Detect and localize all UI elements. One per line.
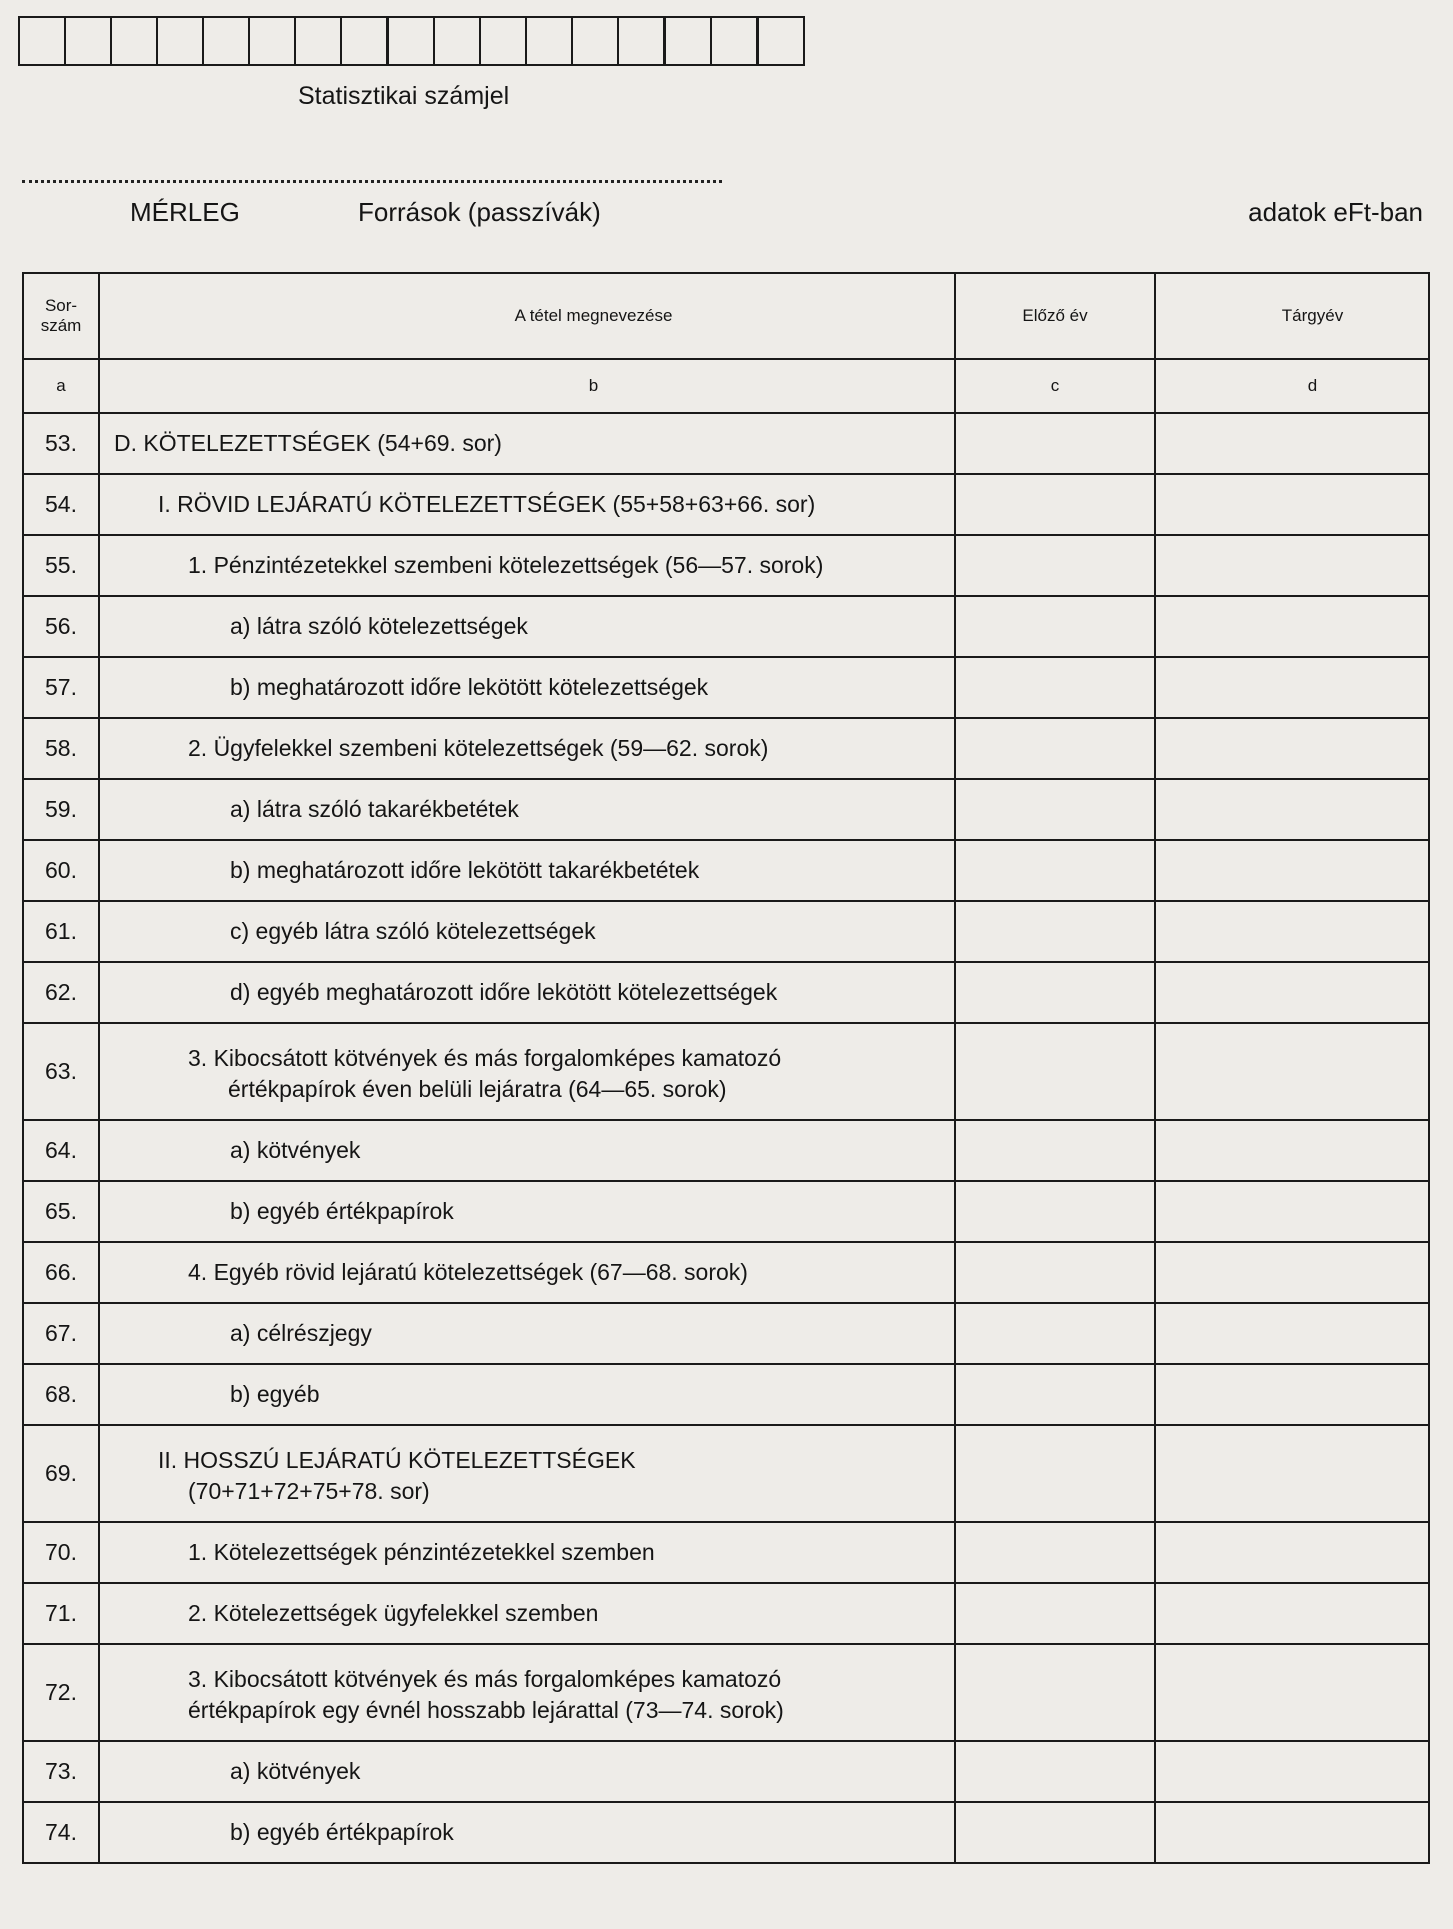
row-description-line1: a) kötvények bbox=[230, 1137, 361, 1163]
current-year-cell[interactable] bbox=[1155, 535, 1429, 596]
previous-year-cell[interactable] bbox=[955, 1644, 1155, 1741]
statistical-code-boxes[interactable] bbox=[18, 16, 805, 66]
current-year-cell[interactable] bbox=[1155, 840, 1429, 901]
current-year-cell[interactable] bbox=[1155, 1425, 1429, 1522]
table-row bbox=[23, 413, 1429, 474]
previous-year-cell[interactable] bbox=[955, 1741, 1155, 1802]
current-year-cell[interactable] bbox=[1155, 474, 1429, 535]
row-description-line1: b) egyéb bbox=[230, 1381, 320, 1407]
liabilities-table bbox=[22, 272, 1430, 1864]
previous-year-cell[interactable] bbox=[955, 474, 1155, 535]
row-number: 68. bbox=[23, 1364, 99, 1425]
code-digit-box[interactable] bbox=[296, 18, 342, 64]
previous-year-cell[interactable] bbox=[955, 1023, 1155, 1120]
row-description-line1: a) látra szóló takarékbetétek bbox=[230, 796, 519, 822]
table-row bbox=[23, 1583, 1429, 1644]
code-digit-box[interactable] bbox=[112, 18, 158, 64]
current-year-cell[interactable] bbox=[1155, 718, 1429, 779]
previous-year-cell[interactable] bbox=[955, 1802, 1155, 1863]
current-year-cell[interactable] bbox=[1155, 779, 1429, 840]
table-row bbox=[23, 1802, 1429, 1863]
previous-year-cell[interactable] bbox=[955, 1364, 1155, 1425]
table-letter-row bbox=[23, 359, 1429, 413]
code-digit-box[interactable] bbox=[435, 18, 481, 64]
row-number: 58. bbox=[23, 718, 99, 779]
current-year-cell[interactable] bbox=[1155, 962, 1429, 1023]
previous-year-cell[interactable] bbox=[955, 962, 1155, 1023]
row-number: 64. bbox=[23, 1120, 99, 1181]
statistical-code-label: Statisztikai számjel bbox=[298, 82, 510, 110]
unit-label: adatok eFt-ban bbox=[1248, 197, 1423, 227]
table-row bbox=[23, 718, 1429, 779]
row-number: 69. bbox=[23, 1425, 99, 1522]
table-row bbox=[23, 840, 1429, 901]
table-row bbox=[23, 1364, 1429, 1425]
table-row bbox=[23, 1741, 1429, 1802]
table-row bbox=[23, 901, 1429, 962]
table-row bbox=[23, 779, 1429, 840]
row-description bbox=[99, 718, 955, 779]
row-description-line2: (70+71+72+75+78. sor) bbox=[188, 1477, 430, 1504]
row-description bbox=[99, 779, 955, 840]
code-digit-box[interactable] bbox=[204, 18, 250, 64]
code-digit-box[interactable] bbox=[759, 18, 805, 64]
row-number: 54. bbox=[23, 474, 99, 535]
current-year-cell[interactable] bbox=[1155, 413, 1429, 474]
current-year-cell[interactable] bbox=[1155, 1242, 1429, 1303]
table-row bbox=[23, 1242, 1429, 1303]
row-description-line1: b) egyéb értékpapírok bbox=[230, 1198, 454, 1224]
table-row bbox=[23, 474, 1429, 535]
row-number: 72. bbox=[23, 1644, 99, 1741]
current-year-cell[interactable] bbox=[1155, 1741, 1429, 1802]
balance-sheet-title: MÉRLEG bbox=[130, 197, 240, 227]
current-year-cell[interactable] bbox=[1155, 1644, 1429, 1741]
header-sorszam: Sor- szám bbox=[23, 273, 99, 359]
table-row bbox=[23, 962, 1429, 1023]
code-digit-box[interactable] bbox=[481, 18, 527, 64]
row-description bbox=[99, 596, 955, 657]
header-spacer bbox=[99, 273, 233, 359]
table-row bbox=[23, 596, 1429, 657]
row-description-line1: b) egyéb értékpapírok bbox=[230, 1819, 454, 1845]
row-number: 57. bbox=[23, 657, 99, 718]
row-description bbox=[99, 1425, 955, 1522]
header-spacer-2 bbox=[1155, 273, 1197, 359]
previous-year-cell[interactable] bbox=[955, 1303, 1155, 1364]
previous-year-cell[interactable] bbox=[955, 1583, 1155, 1644]
current-year-cell[interactable] bbox=[1155, 1583, 1429, 1644]
current-year-cell[interactable] bbox=[1155, 1120, 1429, 1181]
row-description-line1: 3. Kibocsátott kötvények és más forgalomképes kamatozó bbox=[188, 1665, 782, 1692]
letter-a: a bbox=[23, 359, 99, 413]
row-description bbox=[99, 474, 955, 535]
code-digit-box[interactable] bbox=[573, 18, 619, 64]
previous-year-cell[interactable] bbox=[955, 1120, 1155, 1181]
table-row bbox=[23, 1303, 1429, 1364]
row-description-line1: D. KÖTELEZETTSÉGEK (54+69. sor) bbox=[114, 430, 502, 456]
header-current-year: Tárgyév bbox=[1197, 273, 1429, 359]
row-description bbox=[99, 1522, 955, 1583]
code-digit-box[interactable] bbox=[66, 18, 112, 64]
row-description-line1: a) kötvények bbox=[230, 1758, 361, 1784]
row-number: 71. bbox=[23, 1583, 99, 1644]
code-digit-box[interactable] bbox=[389, 18, 435, 64]
previous-year-cell[interactable] bbox=[955, 840, 1155, 901]
table-header-row bbox=[23, 273, 1429, 359]
table-row bbox=[23, 1181, 1429, 1242]
row-description-line1: 2. Ügyfelekkel szembeni kötelezettségek (59—62. sorok) bbox=[188, 735, 769, 761]
row-description bbox=[99, 1644, 955, 1741]
table-row bbox=[23, 1644, 1429, 1741]
row-number: 56. bbox=[23, 596, 99, 657]
row-number: 62. bbox=[23, 962, 99, 1023]
row-description-line1: 2. Kötelezettségek ügyfelekkel szemben bbox=[188, 1600, 599, 1626]
row-description bbox=[99, 1583, 955, 1644]
row-description-line1: a) látra szóló kötelezettségek bbox=[230, 613, 528, 639]
row-description bbox=[99, 413, 955, 474]
current-year-cell[interactable] bbox=[1155, 1303, 1429, 1364]
letter-b: b bbox=[233, 359, 955, 413]
previous-year-cell[interactable] bbox=[955, 657, 1155, 718]
row-description-line1: 3. Kibocsátott kötvények és más forgalomképes kamatozó bbox=[188, 1044, 782, 1071]
row-number: 53. bbox=[23, 413, 99, 474]
row-number: 73. bbox=[23, 1741, 99, 1802]
current-year-cell[interactable] bbox=[1155, 596, 1429, 657]
row-description-line1: b) meghatározott időre lekötött takarékbetétek bbox=[230, 857, 700, 883]
previous-year-cell[interactable] bbox=[955, 718, 1155, 779]
letter-spacer bbox=[99, 359, 233, 413]
code-digit-box[interactable] bbox=[20, 18, 66, 64]
previous-year-cell[interactable] bbox=[955, 413, 1155, 474]
table-row bbox=[23, 1425, 1429, 1522]
row-description-line1: 1. Pénzintézetekkel szembeni kötelezettségek (56—57. sorok) bbox=[188, 552, 824, 578]
row-description bbox=[99, 1364, 955, 1425]
code-digit-box[interactable] bbox=[250, 18, 296, 64]
table-row bbox=[23, 1023, 1429, 1120]
code-digit-box[interactable] bbox=[527, 18, 573, 64]
letter-spacer-2 bbox=[1155, 359, 1197, 413]
current-year-cell[interactable] bbox=[1155, 1802, 1429, 1863]
row-description-line1: a) célrészjegy bbox=[230, 1320, 372, 1346]
code-digit-box[interactable] bbox=[619, 18, 666, 64]
code-digit-box[interactable] bbox=[158, 18, 204, 64]
code-digit-box[interactable] bbox=[712, 18, 759, 64]
row-description bbox=[99, 901, 955, 962]
previous-year-cell[interactable] bbox=[955, 1522, 1155, 1583]
current-year-cell[interactable] bbox=[1155, 1522, 1429, 1583]
current-year-cell[interactable] bbox=[1155, 1364, 1429, 1425]
row-description bbox=[99, 1120, 955, 1181]
row-number: 65. bbox=[23, 1181, 99, 1242]
row-number: 55. bbox=[23, 535, 99, 596]
table-row bbox=[23, 535, 1429, 596]
row-number: 63. bbox=[23, 1023, 99, 1120]
row-number: 67. bbox=[23, 1303, 99, 1364]
previous-year-cell[interactable] bbox=[955, 779, 1155, 840]
table-row bbox=[23, 1120, 1429, 1181]
row-description-line2: értékpapírok éven belüli lejáratra (64—65. sorok) bbox=[228, 1075, 727, 1102]
table-row bbox=[23, 657, 1429, 718]
row-description bbox=[99, 1242, 955, 1303]
letter-d: d bbox=[1197, 359, 1429, 413]
row-description-line1: 4. Egyéb rövid lejáratú kötelezettségek (67—68. sorok) bbox=[188, 1259, 748, 1285]
row-number: 59. bbox=[23, 779, 99, 840]
current-year-cell[interactable] bbox=[1155, 901, 1429, 962]
row-description bbox=[99, 962, 955, 1023]
row-description-line2: értékpapírok egy évnél hosszabb lejárattal (73—74. sorok) bbox=[188, 1696, 784, 1723]
previous-year-cell[interactable] bbox=[955, 1242, 1155, 1303]
row-description-line1: c) egyéb látra szóló kötelezettségek bbox=[230, 918, 596, 944]
previous-year-cell[interactable] bbox=[955, 1425, 1155, 1522]
row-number: 60. bbox=[23, 840, 99, 901]
row-description bbox=[99, 1181, 955, 1242]
previous-year-cell[interactable] bbox=[955, 596, 1155, 657]
row-number: 74. bbox=[23, 1802, 99, 1863]
header-item-name: A tétel megnevezése bbox=[233, 273, 955, 359]
row-description bbox=[99, 657, 955, 718]
row-description-line1: 1. Kötelezettségek pénzintézetekkel szemben bbox=[188, 1539, 655, 1565]
current-year-cell[interactable] bbox=[1155, 1023, 1429, 1120]
current-year-cell[interactable] bbox=[1155, 1181, 1429, 1242]
header-previous-year: Előző év bbox=[955, 273, 1155, 359]
row-description bbox=[99, 1303, 955, 1364]
row-description bbox=[99, 1023, 955, 1120]
liabilities-subtitle: Források (passzívák) bbox=[358, 197, 601, 227]
row-description-line1: II. HOSSZÚ LEJÁRATÚ KÖTELEZETTSÉGEK bbox=[158, 1446, 636, 1473]
row-description bbox=[99, 535, 955, 596]
previous-year-cell[interactable] bbox=[955, 901, 1155, 962]
current-year-cell[interactable] bbox=[1155, 657, 1429, 718]
row-description bbox=[99, 840, 955, 901]
table-row bbox=[23, 1522, 1429, 1583]
previous-year-cell[interactable] bbox=[955, 535, 1155, 596]
row-description-line1: b) meghatározott időre lekötött kötelezettségek bbox=[230, 674, 709, 700]
row-number: 70. bbox=[23, 1522, 99, 1583]
letter-c: c bbox=[955, 359, 1155, 413]
row-description-line1: I. RÖVID LEJÁRATÚ KÖTELEZETTSÉGEK (55+58+63+66. sor) bbox=[158, 491, 816, 517]
previous-year-cell[interactable] bbox=[955, 1181, 1155, 1242]
code-digit-box[interactable] bbox=[666, 18, 712, 64]
row-description bbox=[99, 1741, 955, 1802]
row-description bbox=[99, 1802, 955, 1863]
code-digit-box[interactable] bbox=[342, 18, 389, 64]
row-number: 61. bbox=[23, 901, 99, 962]
dotted-separator bbox=[22, 180, 722, 183]
row-description-line1: d) egyéb meghatározott időre lekötött kötelezettségek bbox=[230, 979, 778, 1005]
row-number: 66. bbox=[23, 1242, 99, 1303]
